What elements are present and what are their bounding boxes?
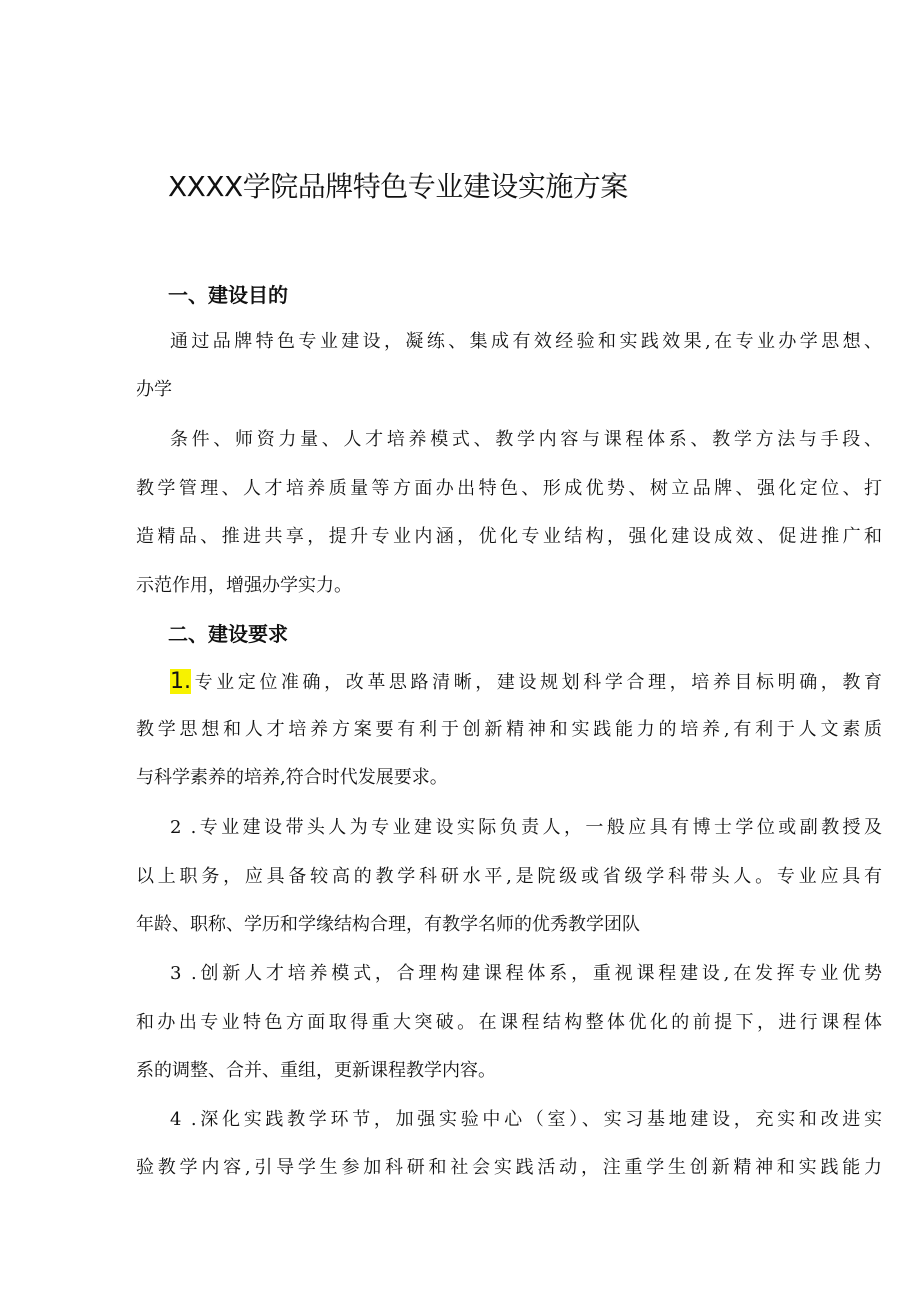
paragraph-line: 3 .创新人才培养模式，合理构建课程体系，重视课程建设,在发挥专业优势	[170, 963, 882, 984]
document-title: XXXX学院品牌特色专业建设实施方案	[168, 170, 628, 203]
paragraph-line: 2 .专业建设带头人为专业建设实际负责人，一般应具有博士学位或副教授及	[170, 817, 882, 838]
paragraph-line: 造精品、推进共享，提升专业内涵，优化专业结构，强化建设成效、促进推广和	[136, 526, 882, 547]
paragraph-line: 教学思想和人才培养方案要有利于创新精神和实践能力的培养,有利于人文素质	[136, 719, 882, 740]
paragraph-line: 示范作用，增强办学实力。	[136, 575, 352, 596]
requirement-item-1-first-line	[170, 667, 882, 698]
item-number-highlight: 1.	[170, 669, 191, 694]
paragraph-line: 通过品牌特色专业建设，凝练、集成有效经验和实践效果,在专业办学思想、	[170, 331, 882, 352]
paragraph-line: 系的调整、合并、重组，更新课程教学内容。	[136, 1060, 496, 1081]
paragraph-text: 专业定位准确，改革思路清晰，建设规划科学合理，培养目标明确，教育	[191, 672, 882, 693]
paragraph-line: 年龄、职称、学历和学缘结构合理，有教学名师的优秀教学团队	[136, 914, 640, 935]
paragraph-line: 和办出专业特色方面取得重大突破。在课程结构整体优化的前提下，进行课程体	[136, 1012, 882, 1033]
paragraph-line: 教学管理、人才培养质量等方面办出特色、形成优势、树立品牌、强化定位、打	[136, 478, 882, 499]
section-heading-requirements: 二、建设要求	[168, 622, 288, 646]
paragraph-line: 办学	[136, 379, 172, 400]
paragraph-line: 验教学内容,引导学生参加科研和社会实践活动，注重学生创新精神和实践能力	[136, 1157, 882, 1178]
paragraph-line: 4 .深化实践教学环节，加强实验中心（室）、实习基地建设，充实和改进实	[170, 1109, 882, 1130]
paragraph-line: 条件、师资力量、人才培养模式、教学内容与课程体系、教学方法与手段、	[170, 429, 882, 450]
paragraph-line: 与科学素养的培养,符合时代发展要求。	[136, 767, 448, 788]
paragraph-line: 以上职务，应具备较高的教学科研水平,是院级或省级学科带头人。专业应具有	[136, 866, 882, 887]
section-heading-purpose: 一、建设目的	[168, 283, 288, 307]
